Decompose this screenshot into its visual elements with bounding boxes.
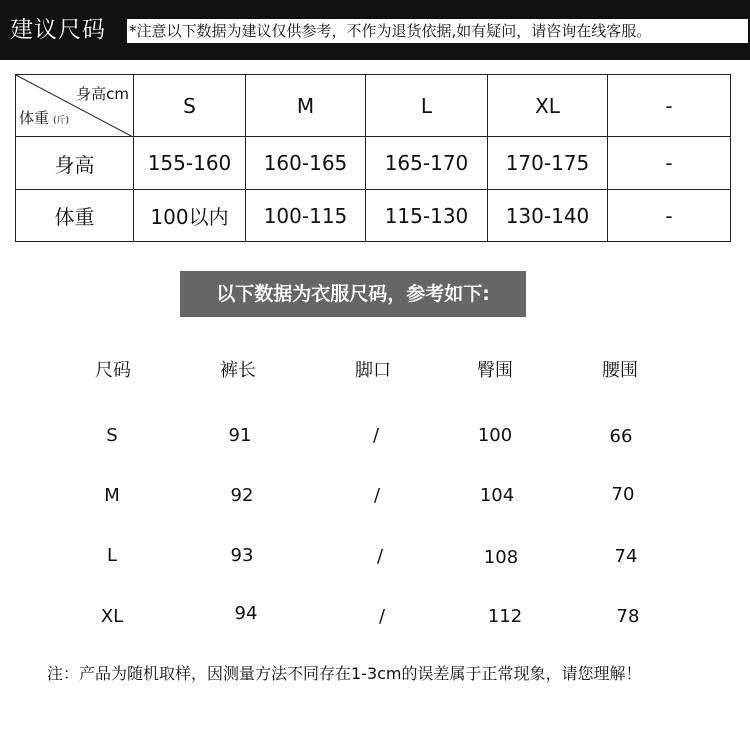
row-label-weight: 体重 (16, 190, 134, 242)
garment-cell-hem: / (378, 606, 386, 627)
table-cell: - (608, 190, 731, 242)
corner-weight-text: 体重 (19, 109, 50, 127)
garment-cell-hem: / (372, 425, 380, 446)
table-cell: 115-130 (366, 190, 488, 242)
column-header-m: M (246, 75, 366, 137)
size-recommendation-table (15, 74, 731, 242)
garment-header-size: 尺码 (95, 360, 131, 381)
garment-cell-length: 93 (230, 545, 254, 566)
table-cell: 130-140 (488, 190, 608, 242)
garment-cell-hip: 112 (487, 606, 523, 627)
table-row (16, 137, 731, 190)
table-cell: 100-115 (246, 190, 366, 242)
garment-cell-size: M (104, 485, 120, 506)
garment-cell-length: 94 (234, 603, 258, 624)
table-cell: 165-170 (366, 137, 488, 190)
garment-cell-waist: 78 (616, 606, 640, 627)
corner-weight-label (19, 107, 69, 128)
table-cell: 100以内 (134, 190, 246, 242)
garment-header-waist: 腰围 (602, 360, 638, 381)
corner-weight-unit: (斤) (53, 116, 70, 126)
garment-cell-waist: 74 (614, 546, 638, 567)
corner-height-label: 身高cm (76, 85, 129, 103)
garment-cell-waist: 70 (611, 484, 635, 505)
garment-cell-size: L (106, 545, 118, 566)
garment-cell-size: XL (100, 606, 124, 627)
garment-cell-hem: / (376, 546, 384, 567)
garment-cell-length: 92 (230, 485, 254, 506)
corner-cell (16, 75, 134, 137)
column-header-extra: - (608, 75, 731, 137)
garment-cell-hem: / (373, 485, 381, 506)
garment-header-length: 裤长 (220, 360, 256, 381)
header-bar (0, 0, 750, 60)
disclaimer-note: *注意以下数据为建议仅供参考，不作为退货依据,如有疑问，请咨询在线客服。 (127, 19, 748, 43)
table-row (16, 190, 731, 242)
footer-note: 注：产品为随机取样，因测量方法不同存在1-3cm的误差属于正常现象，请您理解！ (47, 664, 642, 683)
garment-cell-length: 91 (228, 425, 252, 446)
column-header-s: S (134, 75, 246, 137)
row-label-height: 身高 (16, 137, 134, 190)
garment-header-hem: 脚口 (355, 360, 391, 381)
garment-cell-hip: 100 (477, 425, 513, 446)
column-header-xl: XL (488, 75, 608, 137)
garment-size-banner: 以下数据为衣服尺码，参考如下: (180, 271, 526, 317)
garment-cell-hip: 108 (483, 547, 519, 568)
garment-cell-waist: 66 (609, 426, 633, 447)
garment-cell-size: S (106, 425, 118, 446)
table-cell: - (608, 137, 731, 190)
page-title: 建议尺码 (10, 17, 106, 43)
table-cell: 160-165 (246, 137, 366, 190)
table-cell: 155-160 (134, 137, 246, 190)
table-cell: 170-175 (488, 137, 608, 190)
column-header-l: L (366, 75, 488, 137)
garment-cell-hip: 104 (479, 485, 515, 506)
garment-header-hip: 臀围 (477, 360, 513, 381)
